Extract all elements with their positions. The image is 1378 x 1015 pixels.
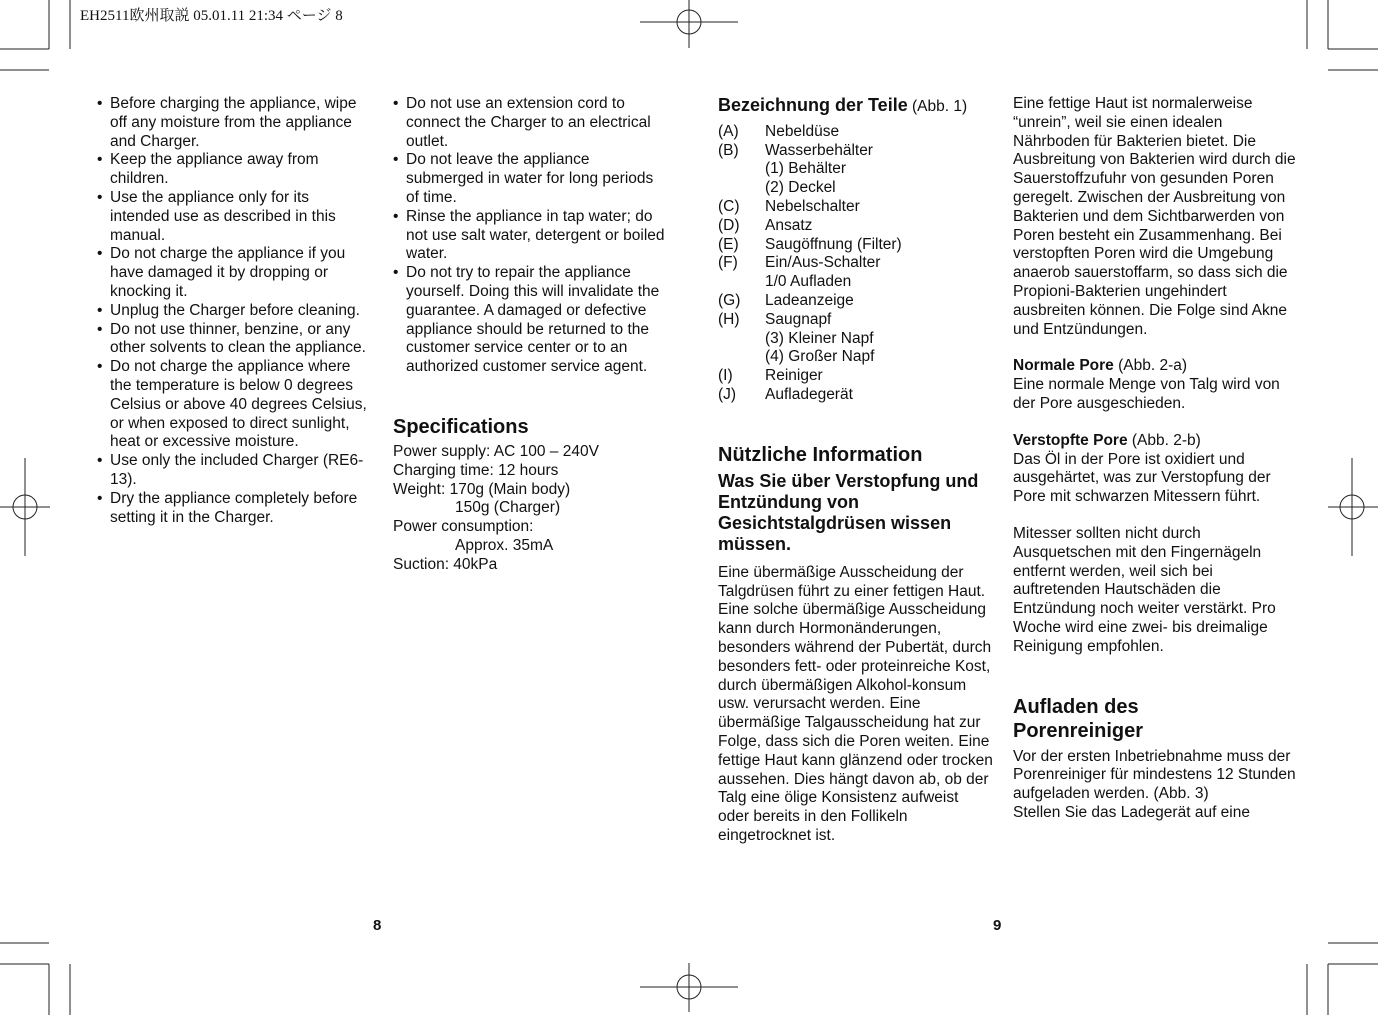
- list-item: • Do not use an extension cord to connect the Charger to an electrical outlet.: [393, 95, 668, 151]
- spec-weight-charger: 150g (Charger): [455, 499, 561, 517]
- page-number-left: 8: [373, 917, 382, 934]
- charging-heading: Aufladen des Porenreiniger: [1013, 695, 1144, 742]
- parts-ref: (Abb. 1): [912, 98, 968, 115]
- safety-list-1: [97, 95, 372, 527]
- paragraph: Das Öl in der Pore ist oxidiert und ausgehärtet, was zur Verstopfung der Pore mit schwarzen Mitessern führt.: [1013, 450, 1271, 506]
- info-subheading: Was Sie über Verstopfung und Entzündung von Gesichtstalgdrüsen wissen müssen.: [718, 470, 979, 554]
- spec-approx: Approx. 35mA: [455, 536, 554, 554]
- list-item: • Use only the included Charger (RE6-13).: [97, 452, 372, 490]
- part-row: (3) Kleiner Napf: [765, 329, 874, 347]
- spec-power-supply: Power supply: AC 100 – 240V: [393, 442, 599, 460]
- spec-charging-time: Charging time: 12 hours: [393, 461, 559, 479]
- parts-heading: [718, 95, 993, 117]
- safety-list-2: [393, 95, 668, 575]
- part-row: (E) Saugöffnung (Filter): [718, 235, 902, 253]
- spec-weight-main: Weight: 170g (Main body): [393, 480, 571, 498]
- paragraph: Eine normale Menge von Talg wird von der Pore ausgeschieden.: [1013, 376, 1280, 412]
- paragraph: Eine fettige Haut ist normalerweise “unrein”, weil sie einen idealen Nährboden für Bakterien bietet. Die Ausbreitung von Bakterien wird durch die Sauerstoffzufuhr von gesunden Poren geregelt. Zwischen der Ausbreitung von Bakterien und dem Sichtbarwerden von Poren besteht ein Zusammenhang. Bei verstopften Poren wird die Umgebung anaerob sauerstoffarm, so dass sich die Propioni-Bakterien ungehindert ausbreiten können. Die Folge sind Akne und Entzündungen.: [1013, 95, 1296, 338]
- part-row: (1) Behälter: [765, 160, 846, 178]
- paragraph: Stellen Sie das Ladegerät auf eine: [1013, 803, 1250, 821]
- part-row: (C) Nebelschalter: [718, 197, 860, 215]
- info-body: Eine übermäßige Ausscheidung der Talgdrüsen führt zu einer fettigen Haut. Eine solche übermäßige Ausscheidung kann durch Hormonänderungen, besonders während der Pubertät, durch besonders fett- oder proteinreiche Kost, durch übermäßigen Alkohol-konsum usw. verursacht werden. Eine übermäßige Talgausscheidung hat zur Folge, dass sich die Poren weiten. Eine fettige Haut kann glänzend oder trocken aussehen. Dies hängt davon ab, ob der Talg eine ölige Konsistenz aufweist oder bereits in den Follikeln eingetrocknet ist.: [718, 563, 993, 844]
- print-header: EH2511欧州取説 05.01.11 21:34 ページ 8: [80, 8, 343, 24]
- list-item: • Rinse the appliance in tap water; do not use salt water, detergent or boiled water.: [393, 208, 668, 264]
- part-row: (4) Großer Napf: [765, 348, 875, 366]
- part-row: (I) Reiniger: [718, 367, 823, 385]
- list-item: • Do not use thinner, benzine, or any other solvents to clean the appliance.: [97, 321, 372, 359]
- spec-power-consumption: Power consumption:: [393, 518, 534, 536]
- part-row: (B) Wasserbehälter: [718, 141, 873, 159]
- list-item: • Do not leave the appliance submerged in water for long periods of time.: [393, 151, 668, 207]
- info-column: [1013, 95, 1298, 823]
- part-row: 1/0 Aufladen: [765, 273, 852, 291]
- list-item: • Keep the appliance away from children.: [97, 151, 372, 189]
- parts-column: [718, 95, 993, 846]
- specifications-heading: Specifications: [393, 415, 529, 438]
- part-row: (A) Nebeldüse: [718, 122, 840, 140]
- paragraph: Mitesser sollten nicht durch Ausquetschen mit den Fingernägeln entfernt werden, weil sich bei auftretenden Hautschäden die Entzündung noch weiter verstärkt. Pro Woche wird eine zwei- bis dreimalige Reinigung empfohlen.: [1013, 524, 1276, 655]
- list-item: • Before charging the appliance, wipe off any moisture from the appliance and Charger.: [97, 95, 372, 151]
- part-row: (J) Aufladegerät: [718, 385, 853, 403]
- part-row: (F) Ein/Aus-Schalter: [718, 254, 881, 272]
- normal-pore-heading: Normale Pore (Abb. 2-a): [1013, 357, 1188, 375]
- part-row: (2) Deckel: [765, 179, 836, 197]
- list-item: • Do not charge the appliance where the temperature is below 0 degrees Celsius or above 40 degrees Celsius, or when exposed to direct sunlight, heat or excessive moisture.: [97, 358, 372, 452]
- list-item: • Unplug the Charger before cleaning.: [97, 302, 372, 321]
- list-item: • Dry the appliance completely before setting it in the Charger.: [97, 490, 372, 528]
- spec-suction: Suction: 40kPa: [393, 555, 498, 573]
- page-number-right: 9: [993, 917, 1002, 934]
- part-row: (H) Saugnapf: [718, 310, 832, 328]
- parts-title: Bezeichnung der Teile: [718, 95, 908, 115]
- list-item: • Do not charge the appliance if you have damaged it by dropping or knocking it.: [97, 245, 372, 301]
- part-row: (D) Ansatz: [718, 216, 813, 234]
- part-row: (G) Ladeanzeige: [718, 291, 854, 309]
- clogged-pore-heading: Verstopfte Pore (Abb. 2-b): [1013, 431, 1201, 449]
- list-item: • Use the appliance only for its intended use as described in this manual.: [97, 189, 372, 245]
- info-heading: Nützliche Information: [718, 443, 923, 466]
- paragraph: Vor der ersten Inbetriebnahme muss der Porenreiniger für mindestens 12 Stunden aufgeladen werden. (Abb. 3): [1013, 747, 1296, 803]
- list-item: • Do not try to repair the appliance yourself. Doing this will invalidate the guarantee. A damaged or defective appliance should be returned to the customer service center or to an authorized customer service agent.: [393, 264, 668, 377]
